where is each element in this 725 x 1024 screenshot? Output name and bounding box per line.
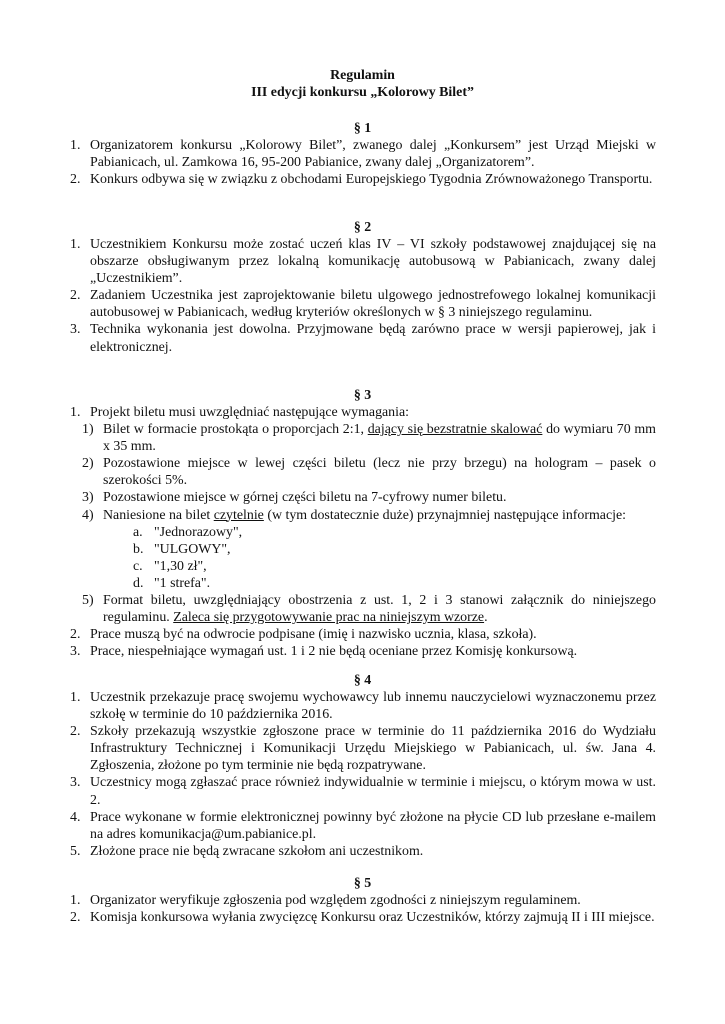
section-5-list: [70, 892, 656, 926]
section-2-list: [70, 236, 656, 356]
list-item: 1. Uczestnikiem Konkursu może zostać uczeń klas IV – VI szkoły podstawowej znajdującej się na obszarze obsługiwanym przez lokalną komunikację autobusową w Pabianicach, zwany dalej „Uczestnikiem”.: [70, 237, 656, 287]
sub-item: 2) Pozostawione miejsce w lewej części biletu (lecz nie przy brzegu) na hologram – pasek o szerokości 5%.: [82, 456, 656, 489]
sub-item: 3) Pozostawione miejsce w górnej części biletu na 7-cyfrowy numer biletu.: [82, 490, 507, 506]
document-title: [0, 67, 725, 101]
section-4-list: [70, 689, 656, 860]
section-1-heading: § 1: [353, 121, 372, 136]
list-item: 2. Prace muszą być na odwrocie podpisane (imię i nazwisko ucznia, klasa, szkoła).: [70, 627, 537, 643]
list-item: 1. Uczestnik przekazuje pracę swojemu wychowawcy lub innemu nauczycielowi wyznaczonemu przez szkołę w terminie do 10 października 2016.: [70, 690, 656, 723]
section-5-heading: § 5: [353, 876, 372, 891]
list-item: 2. Zadaniem Uczestnika jest zaprojektowanie biletu ulgowego jednostrefowego lokalnej komunikacji autobusowej w Pabianicach, według kryteriów określonych w § 3 niniejszego regulaminu.: [70, 288, 656, 321]
list-item: 4. Prace wykonane w formie elektronicznej powinny być złożone na płycie CD lub przesłane e-mailem na adres komunikacja@um.pabianice.pl.: [70, 809, 656, 842]
list-item: 3. Technika wykonania jest dowolna. Przyjmowane będą zarówno prace w wersji papierowej, jak i elektronicznej.: [70, 322, 656, 355]
list-item: 2. Konkurs odbywa się w związku z obchodami Europejskiego Tygodnia Zrównoważonego Transportu.: [70, 172, 653, 188]
list-item: d. "1 strefa".: [133, 575, 211, 591]
list-item: b. "ULGOWY",: [133, 541, 231, 557]
sub-item: 4) Naniesione na bilet czytelnie (w tym dostatecznie duże) przynajmniej następujące informacje: a. "Jednorazowy", b. "ULGOWY", c. "1,30 zł", d. "1 strefa".: [70, 507, 656, 592]
ticket-info-list: [70, 524, 656, 592]
title-line-1: Regulamin: [330, 68, 395, 83]
list-item: c. "1,30 zł",: [133, 558, 207, 574]
section-3-heading: § 3: [353, 388, 372, 403]
list-item: 3. Uczestnicy mogą zgłaszać prace również indywidualnie w terminie i miejscu, o którym mowa w ust. 2.: [70, 775, 656, 808]
list-item: 1. Organizator weryfikuje zgłoszenia pod względem zgodności z niniejszym regulaminem.: [70, 893, 581, 908]
requirements-sublist: [70, 421, 656, 626]
list-item: 3. Prace, niespełniające wymagań ust. 1 i 2 nie będą oceniane przez Komisję konkursową.: [70, 644, 578, 660]
list-item: 1. Projekt biletu musi uwzględniać następujące wymagania: 1) Bilet w formacie prostokąta o proporcjach 2:1, dający się bezstratnie skalować do wymiaru 70 mm x 35 mm. 2) Pozostawione miejsce w lewej części biletu (lecz nie przy brzegu) na hologram – pasek o szerokości 5%. 3) Pozostawione miejsce w górnej części biletu na 7-cyfrowy numer biletu. 4) Naniesione na bilet czytelnie (w tym dostatecznie duże) przynajmniej następujące informacje: a. "Jednorazowy", b. "ULGOWY", c. "1,30 zł", d. "1 strefa". 5) Format biletu, uwzględniający obostrzenia z ust. 1, 2 i 3 stanowi załącznik do niniejszego regulaminu. Zaleca się przygotowywanie prac na niniejszym wzorze.: [70, 405, 656, 626]
list-item: a. "Jednorazowy",: [133, 524, 243, 540]
list-item: 2. Szkoły przekazują wszystkie zgłoszone prace w terminie do 11 października 2016 do Wydziału Infrastruktury Technicznej i Komunikacji Urzędu Miejskiego w Pabianicach, ul. św. Jana 4. Zgłoszenia, złożone po tym terminie nie będą rozpatrywane.: [70, 724, 656, 774]
section-1-list: [70, 137, 656, 188]
title-line-2: III edycji konkursu „Kolorowy Bilet”: [251, 85, 474, 101]
section-3-list: [70, 404, 656, 660]
section-2-heading: § 2: [353, 220, 372, 235]
list-item: 5. Złożone prace nie będą zwracane szkołom ani uczestnikom.: [70, 843, 424, 859]
list-item: 2. Komisja konkursowa wyłania zwycięzcę Konkursu oraz Uczestników, którzy zajmują II i III miejsce.: [70, 910, 655, 926]
list-item: 1. Organizatorem konkursu „Kolorowy Bilet”, zwanego dalej „Konkursem” jest Urząd Miejski w Pabianicach, ul. Zamkowa 16, 95-200 Pabianice, zwany dalej „Organizatorem”.: [70, 138, 656, 171]
sub-item: 5) Format biletu, uwzględniający obostrzenia z ust. 1, 2 i 3 stanowi załącznik do niniejszego regulaminu. Zaleca się przygotowywanie prac na niniejszym wzorze.: [82, 593, 656, 626]
section-4-heading: § 4: [353, 673, 372, 688]
sub-item: 1) Bilet w formacie prostokąta o proporcjach 2:1, dający się bezstratnie skalować do wymiaru 70 mm x 35 mm.: [82, 422, 656, 455]
